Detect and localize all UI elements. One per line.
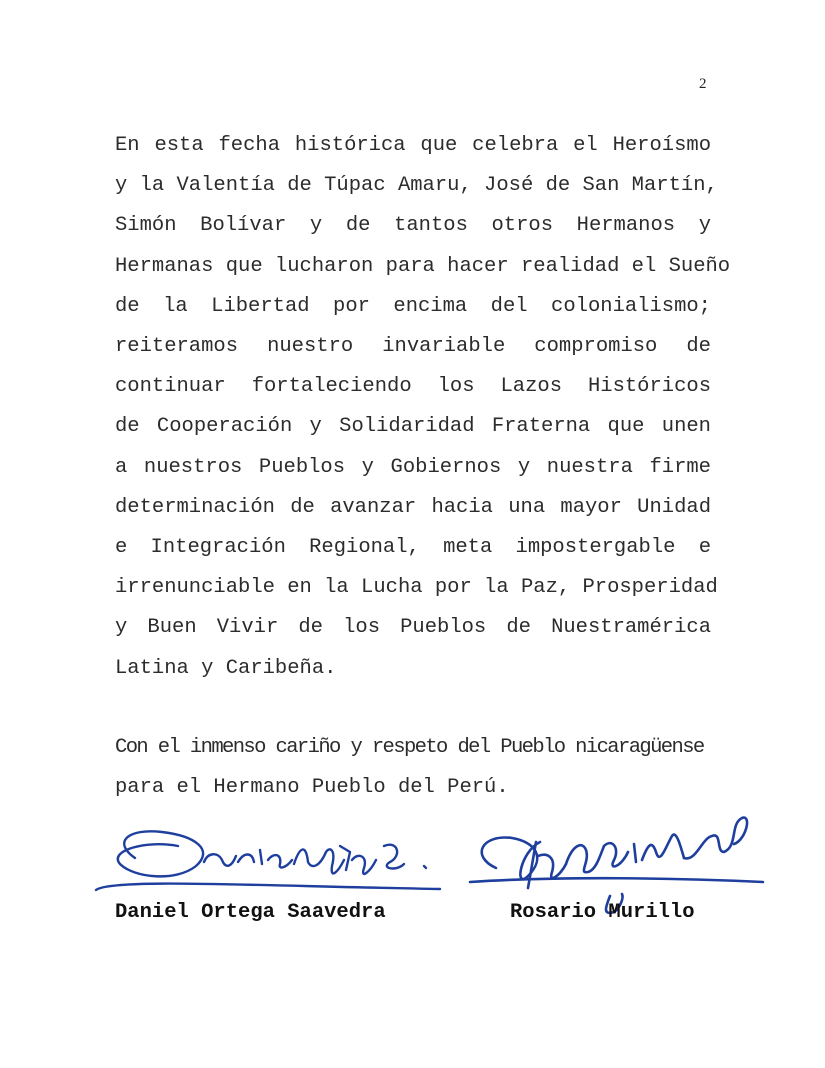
paragraph-line: y la Valentía de Túpac Amaru, José de San Martín, [115, 174, 718, 198]
signer-name-rosario-murillo: Rosario Murillo [510, 901, 695, 924]
closing-line: para el Hermano Pueblo del Perú. [115, 776, 509, 800]
paragraph-line: En esta fecha histórica que celebra el Heroísmo [115, 134, 711, 157]
paragraph-line: de Cooperación y Solidaridad Fraterna que unen [115, 415, 711, 439]
paragraph-line: continuar fortaleciendo los Lazos Históricos [115, 375, 711, 399]
closing-line: Con el inmenso cariño y respeto del Pueblo nicaragüense [115, 736, 704, 759]
paragraph-line: e Integración Regional, meta impostergable e [115, 536, 711, 560]
signature-daniel-ortega [96, 831, 440, 890]
paragraph-line: irrenunciable en la Lucha por la Paz, Prosperidad [115, 576, 718, 600]
closing-paragraph [115, 728, 711, 808]
paragraph-line: determinación de avanzar hacia una mayor Unidad [115, 495, 711, 519]
main-paragraph [115, 126, 731, 689]
paragraph-line: Simón Bolívar y de tantos otros Hermanos y [115, 214, 711, 238]
paragraph-line: Latina y Caribeña. [115, 656, 337, 680]
paragraph-line: y Buen Vivir de los Pueblos de Nuestramérica [115, 616, 711, 640]
signer-name-daniel-ortega: Daniel Ortega Saavedra [115, 901, 386, 924]
signature-rosario-murillo [470, 818, 763, 913]
paragraph-line: de la Libertad por encima del colonialismo; [115, 294, 711, 318]
paragraph-line: a nuestros Pueblos y Gobiernos y nuestra firme [115, 455, 711, 479]
paragraph-line: Hermanas que lucharon para hacer realidad el Sueño [115, 254, 731, 278]
paragraph-line: reiteramos nuestro invariable compromiso de [115, 335, 711, 359]
page-number: 2 [699, 76, 707, 92]
